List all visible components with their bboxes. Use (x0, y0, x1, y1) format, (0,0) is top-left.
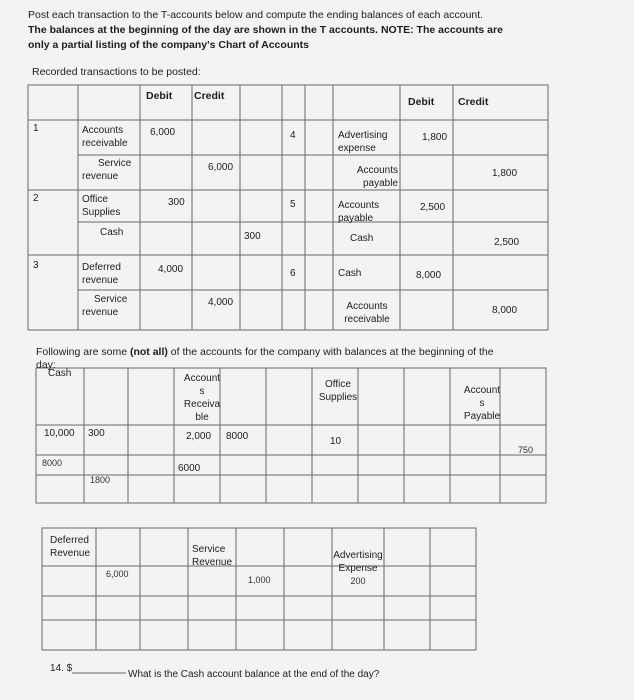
txn-4-debit-account: Advertising expense (338, 130, 388, 154)
left-debit-header: Debit (146, 90, 173, 102)
ap-entry-1: 750 (518, 445, 534, 455)
deferred-title-l2: Revenue (50, 548, 91, 559)
advertising-title-l1: Advertising (333, 550, 383, 561)
txn-1-credit-amount: 6,000 (208, 162, 234, 173)
cash-entry-4: 1800 (90, 475, 111, 485)
txn-3-credit-account (82, 293, 134, 319)
txn-6-credit-account: Accounts receivable (344, 301, 390, 325)
service-entry-1: 1,000 (248, 575, 271, 585)
txn-6-debit-account: Cash (338, 268, 362, 279)
cash-entry-2: 300 (88, 428, 105, 439)
txn-3-credit-amount: 4,000 (208, 297, 234, 308)
deferred-entry-1: 6,000 (106, 569, 129, 579)
office-title-l2: Supplies (318, 392, 358, 403)
following-bold: (not all) (129, 346, 168, 358)
cash-entry-3: 8000 (42, 458, 63, 468)
txn-4-credit-amount: 1,800 (492, 168, 518, 179)
cash-entry-1: 10,000 (44, 428, 75, 439)
following-line2: day: (36, 359, 56, 371)
instruction-line-2: The balances at the beginning of the day are shown in the T accounts. NOTE: The accounts are (28, 24, 503, 36)
txn-2-debit-account: Office Supplies (82, 194, 121, 218)
txn-2-number: 2 (33, 193, 39, 204)
left-credit-header: Credit (194, 90, 225, 102)
advertising-title (332, 549, 384, 588)
service-title-l2: Revenue (192, 557, 233, 568)
txn-2-credit-account: Cash (100, 227, 124, 238)
ar-title (178, 372, 226, 424)
txn-4-number: 4 (290, 130, 296, 141)
txn-1-credit-account-text: Service revenue (82, 158, 132, 182)
deferred-title (50, 534, 90, 560)
ar-entry-1: 2,000 (186, 431, 212, 442)
txn-4-credit-account: Accounts payable (356, 165, 398, 189)
txn-2-credit-amount: 300 (244, 231, 261, 242)
ar-entry-3: 6000 (178, 463, 201, 474)
office-title (316, 378, 360, 404)
advertising-title-l2: Expense (338, 563, 378, 574)
txn-4-debit-amount: 1,800 (422, 132, 448, 143)
office-title-l1: Office (325, 379, 351, 390)
txn-1-credit-account (82, 157, 134, 183)
ap-title (458, 384, 506, 423)
txn-1-debit-amount: 6,000 (150, 127, 176, 138)
following-suffix: of the accounts for the company with balances at the beginning of the (167, 346, 494, 358)
ar-entry-2: 8000 (226, 431, 249, 442)
following-prefix: Following are some (36, 346, 130, 358)
advertising-entry-1: 200 (350, 576, 366, 586)
txn-3-credit-account-text: Service revenue (82, 294, 128, 318)
instruction-line-3: only a partial listing of the company's Chart of Accounts (28, 39, 309, 51)
txn-6-credit-amount: 8,000 (492, 305, 518, 316)
ap-title-l3: Payable (463, 411, 501, 422)
ap-title-l1: Account (463, 385, 501, 396)
question-text: What is the Cash account balance at the end of the day? (128, 669, 380, 680)
txn-6-debit-amount: 8,000 (416, 270, 442, 281)
instruction-line-1: Post each transaction to the T-accounts below and compute the ending balances of each account. (28, 9, 484, 21)
txn-5-credit-amount: 2,500 (494, 237, 520, 248)
recorded-label: Recorded transactions to be posted: (32, 66, 201, 78)
service-title-l1: Service (192, 544, 226, 555)
service-title (192, 543, 232, 569)
ap-title-l2: s (479, 398, 485, 409)
cash-title: Cash (48, 368, 72, 379)
txn-3-number: 3 (33, 260, 39, 271)
txn-6-number: 6 (290, 268, 296, 279)
office-entry-1: 10 (330, 436, 342, 447)
txn-5-number: 5 (290, 199, 296, 210)
ar-title-l2: s (199, 386, 205, 397)
txn-3-debit-amount: 4,000 (158, 264, 184, 275)
question-number: 14. $ (50, 663, 73, 674)
txn-2-debit-amount: 300 (168, 197, 185, 208)
txn-3-debit-account: Deferred revenue (82, 262, 121, 286)
right-debit-header: Debit (408, 96, 435, 108)
txn-5-debit-amount: 2,500 (420, 202, 446, 213)
txn-1-debit-account: Accounts receivable (82, 125, 128, 149)
ar-title-l1: Account (183, 373, 221, 384)
ar-title-l4: ble (195, 412, 209, 423)
following-text (36, 346, 516, 372)
txn-5-credit-account: Cash (350, 233, 374, 244)
txn-1-number: 1 (33, 123, 39, 134)
txn-5-debit-account: Accounts payable (338, 200, 380, 224)
deferred-title-l1: Deferred (50, 535, 89, 546)
ar-title-l3: Receiva (183, 399, 221, 410)
right-credit-header: Credit (458, 96, 489, 108)
